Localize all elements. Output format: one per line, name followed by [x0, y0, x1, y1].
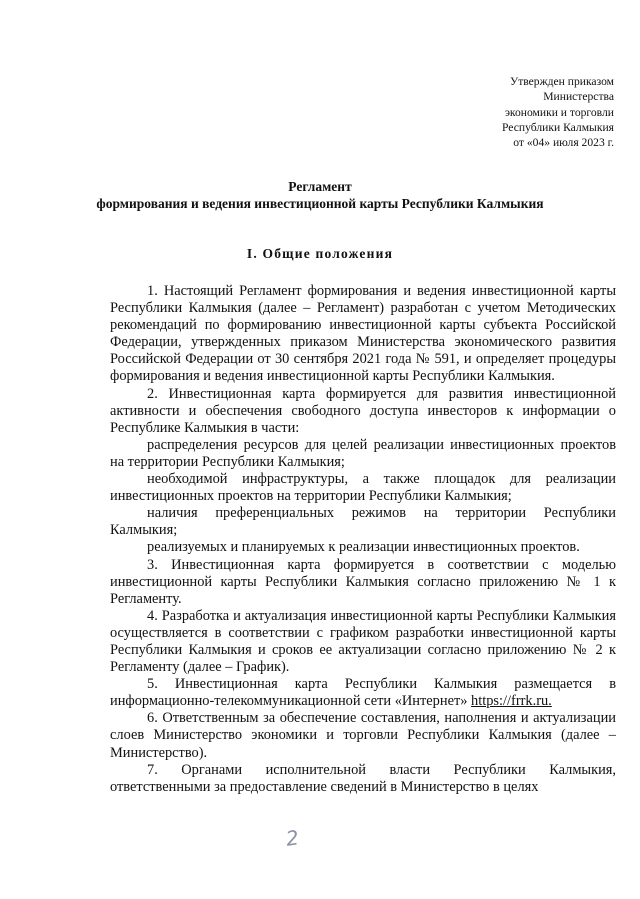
document-title — [0, 178, 640, 212]
page-number: 2 — [284, 825, 301, 851]
paragraph-2-item: наличия преференциальных режимов на территории Республики Калмыкия; — [110, 505, 616, 539]
paragraph-2-item: реализуемых и планируемых к реализации инвестиционных проектов. — [147, 539, 580, 556]
paragraph-2-item: необходимой инфраструктуры, а также площадок для реализации инвестиционных проектов на территории Республики Калмыкия; — [110, 471, 616, 505]
paragraph-7: 7. Органами исполнительной власти Республики Калмыкия, ответственными за предоставление сведений в Министерство в целях — [110, 761, 616, 795]
approval-line: экономики и торговли — [504, 105, 614, 119]
paragraph-5-text: 5. Инвестиционная карта Республики Калмыкия размещается в информационно-телекоммуникационной сети «Интернет» — [110, 676, 616, 710]
approval-line: от «04» июля 2023 г. — [513, 136, 614, 150]
title-line-2: формирования и ведения инвестиционной карты Республики Калмыкия — [96, 196, 544, 211]
paragraph-3: 3. Инвестиционная карта формируется в соответствии с моделью инвестиционной карты Республики Калмыкия согласно приложению № 1 к Регламенту. — [110, 556, 616, 607]
website-link[interactable]: https://frrk.ru. — [471, 693, 552, 710]
title-line-1: Регламент — [288, 179, 352, 194]
approval-line: Министерства — [543, 90, 614, 104]
paragraph-2: 2. Инвестиционная карта формируется для развития инвестиционной активности и обеспечения свободного доступа инвесторов к информации о Республике Калмыкия в части: — [110, 385, 616, 436]
section-heading: I. Общие положения — [246, 246, 394, 261]
paragraph-1: 1. Настоящий Регламент формирования и ведения инвестиционной карты Республики Калмыкия (далее – Регламент) разработан с учетом Методических рекомендаций по формированию инвестиционной карты субъекта Российской Федерации, утвержденных приказом Министерства экономического развития Российской Федерации от 30 сентября 2021 года № 591, и определяет процедуры формирования и ведения инвестиционной карты Республики Калмыкия. — [110, 283, 616, 385]
paragraph-4: 4. Разработка и актуализация инвестиционной карты Республики Калмыкия осуществляется в соответствии с графиком разработки инвестиционной карты Республики Калмыкия и сроков ее актуализации согласно приложению № 2 к Регламенту (далее – График). — [110, 607, 616, 676]
approval-line: Республики Калмыкия — [502, 120, 614, 134]
approval-line: Утвержден приказом — [509, 75, 614, 88]
approval-block — [502, 74, 614, 150]
paragraph-2-item: распределения ресурсов для целей реализации инвестиционных проектов на территории Республики Калмыкия; — [110, 436, 616, 470]
paragraph-5 — [110, 676, 616, 710]
document-body — [110, 283, 616, 796]
paragraph-6: 6. Ответственным за обеспечение составления, наполнения и актуализации слоев Министерство экономики и торговли Республики Калмыкия (далее – Министерство). — [110, 710, 616, 761]
